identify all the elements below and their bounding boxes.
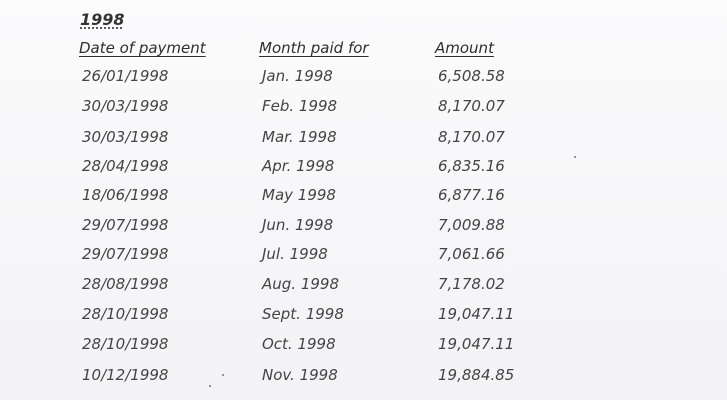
scan-speck [209, 385, 211, 387]
table-row [0, 67, 727, 91]
table-row [0, 128, 727, 152]
month-paid-for: May 1998 [262, 186, 336, 204]
payment-date: 30/03/1998 [82, 97, 169, 115]
table-row [0, 97, 727, 121]
payment-amount: 19,047.11 [438, 335, 515, 353]
table-row [0, 157, 727, 181]
payment-amount: 8,170.07 [438, 128, 505, 146]
payment-amount: 6,877.16 [438, 186, 505, 204]
payment-date: 29/07/1998 [82, 245, 169, 263]
payment-amount: 19,047.11 [438, 305, 515, 323]
payment-amount: 8,170.07 [438, 97, 505, 115]
scan-speck [574, 156, 576, 158]
month-paid-for: Apr. 1998 [262, 157, 335, 175]
header-amount: Amount [435, 39, 494, 57]
payment-amount: 6,508.58 [438, 67, 505, 85]
payment-amount: 7,178.02 [438, 275, 505, 293]
month-paid-for: Mar. 1998 [262, 128, 337, 146]
table-row [0, 186, 727, 210]
month-paid-for: Oct. 1998 [262, 335, 336, 353]
month-paid-for: Nov. 1998 [262, 366, 338, 384]
month-paid-for: Jul. 1998 [262, 245, 328, 263]
payment-date: 30/03/1998 [82, 128, 169, 146]
header-date-of-payment: Date of payment [79, 39, 206, 57]
payment-amount: 7,009.88 [438, 216, 505, 234]
table-row [0, 335, 727, 359]
payment-date: 18/06/1998 [82, 186, 169, 204]
payment-date: 29/07/1998 [82, 216, 169, 234]
table-row [0, 305, 727, 329]
payment-date: 10/12/1998 [82, 366, 169, 384]
payment-date: 28/10/1998 [82, 305, 169, 323]
payment-amount: 7,061.66 [438, 245, 505, 263]
month-paid-for: Jan. 1998 [262, 67, 333, 85]
month-paid-for: Jun. 1998 [262, 216, 334, 234]
payment-date: 26/01/1998 [82, 67, 169, 85]
table-row [0, 245, 727, 269]
payment-date: 28/10/1998 [82, 335, 169, 353]
payment-date: 28/08/1998 [82, 275, 169, 293]
month-paid-for: Aug. 1998 [262, 275, 339, 293]
table-row [0, 216, 727, 240]
header-month-paid-for: Month paid for [259, 39, 369, 57]
payment-amount: 6,835.16 [438, 157, 505, 175]
table-row [0, 275, 727, 299]
month-paid-for: Sept. 1998 [262, 305, 344, 323]
scan-speck [222, 374, 224, 376]
year-heading: 1998 [80, 10, 125, 29]
month-paid-for: Feb. 1998 [262, 97, 338, 115]
payment-date: 28/04/1998 [82, 157, 169, 175]
payment-amount: 19,884.85 [438, 366, 515, 384]
table-row [0, 366, 727, 390]
